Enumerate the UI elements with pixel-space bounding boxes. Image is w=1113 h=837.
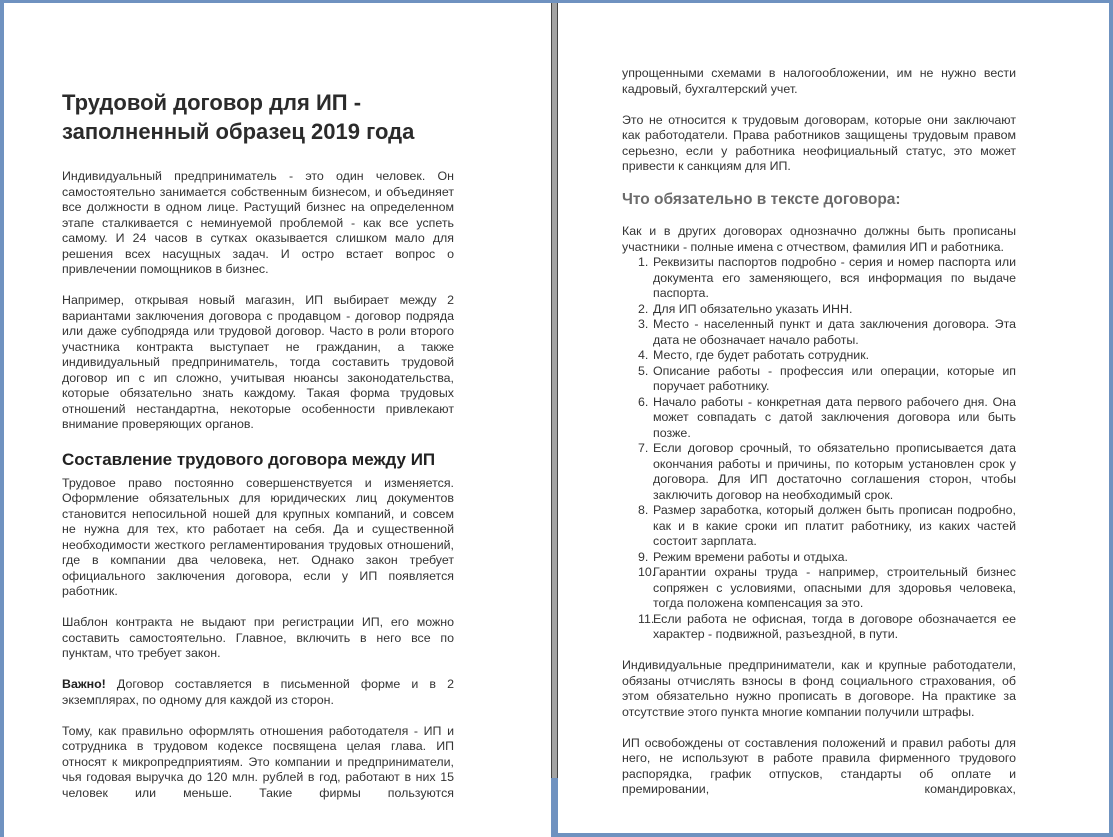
section-heading: Составление трудового договора между ИП: [62, 449, 436, 469]
page-separator: [551, 3, 558, 778]
list-item: [622, 255, 1016, 302]
list-item: [622, 565, 1016, 612]
list-item: [622, 317, 1016, 348]
document-title: Трудовой договор для ИП - заполненный образец 2019 года: [62, 90, 415, 144]
list-item: [622, 441, 1016, 503]
list-number: 3.: [638, 317, 649, 331]
list-text: Реквизиты паспортов подробно - серия и номер паспорта или документа его заменяющего, вся информация по выдаче паспорта.: [653, 255, 1016, 300]
important-label: Важно!: [62, 677, 106, 691]
paragraph: Трудовое право постоянно совершенствуется и изменяется. Оформление обязательных для юридических лиц документов становится непосильной ношей для крупных компаний, и совсем не нужна для тех, кто работает на себя. Да и существенной необходимости жесткого регламентирования трудовых отношений, где в компании два человека, нет. Однако закон требует официального заключения договора, если у ИП появляется работник.: [62, 475, 454, 598]
list-item: [622, 348, 1016, 364]
list-number: 4.: [638, 348, 649, 362]
paragraph: Шаблон контракта не выдают при регистрации ИП, его можно составить самостоятельно. Главное, включить в него все по пунктам, что требует закон.: [62, 615, 454, 660]
paragraph: Тому, как правильно оформлять отношения работодателя - ИП и сотрудника в трудовом кодексе посвящена целая глава. ИП относят к микропредприятиям. Это компании и предприниматели, чья годовая выручка до 120 млн. рублей в год, работают в них 15 человек или меньше. Такие фирмы пользуются: [62, 723, 454, 800]
list-item: [622, 364, 1016, 395]
paragraph: Как и в других договорах однозначно должны быть прописаны участники - полные имена с отчеством, фамилия ИП и работника.: [622, 224, 1016, 254]
list-text: Если договор срочный, то обязательно прописывается дата окончания работы и причины, по которым установлен срок у договора. Для ИП достаточно соглашения сторон, чтобы заключить договор на необходимый срок.: [653, 441, 1016, 502]
list-text: Место, где будет работать сотрудник.: [653, 348, 870, 362]
list-text: Гарантии охраны труда - например, строительный бизнес сопряжен с условиями, опасными для здоровья человека, тогда положена компенсация за это.: [653, 565, 1016, 610]
document-page-2: [558, 3, 1109, 833]
list-item: [622, 550, 1016, 566]
list-number: 6.: [638, 394, 649, 409]
list-text: Режим времени работы и отдыха.: [653, 549, 848, 564]
list-item: [622, 395, 1016, 442]
document-page-1: [4, 3, 551, 837]
list-number: 1.: [638, 255, 649, 269]
paragraph-important: [62, 677, 454, 708]
list-text: Если работа не офисная, тогда в договоре обозначается ее характер - подвижной, разъездной, в пути.: [653, 611, 1016, 641]
paragraph: Это не относится к трудовым договорам, которые они заключают как работодатели. Права работников защищены трудовым правом серьезно, если у работника неофициальный статус, это может привести к санкциям для ИП.: [622, 112, 1016, 173]
paragraph: ИП освобождены от составления положений и правил работы для него, не используют в работе правила фирменного трудового распорядка, график отпусков, стандарты об оплате и премировании, командировках,: [622, 735, 1016, 796]
list-number: 11.: [638, 611, 655, 626]
important-text: Договор составляется в письменной форме и в 2 экземплярах, по одному для каждой из сторон.: [62, 677, 454, 707]
list-number: 7.: [638, 441, 649, 455]
requirements-section: [622, 224, 1016, 643]
list-number: 8.: [638, 503, 649, 517]
paragraph: Индивидуальный предприниматель - это один человек. Он самостоятельно занимается собственным бизнесом, и объединяет все должности в одном лице. Растущий бизнес на определенном этапе сталкивается с неминуемой проблемой - как все успеть самому. И 24 часов в сутках оказывается слишком мало для решения всех насущных задач. И остро встает вопрос о привлечении помощников в бизнес.: [62, 169, 454, 276]
list-item: [622, 302, 1016, 318]
list-text: Начало работы - конкретная дата первого рабочего дня. Она может совпадать с датой заключения договора или быть позже.: [653, 394, 1016, 440]
list-text: Описание работы - профессия или операции, которые ип поручает работнику.: [653, 363, 1016, 393]
paragraph: Индивидуальные предприниматели, как и крупные работодатели, обязаны отчислять взносы в фонд социального страхования, об этом обязательно нужно прописать в договоре. На практике за отсутствие этого пункта многие компании получили штрафы.: [622, 658, 1016, 719]
list-number: 10.: [638, 565, 656, 579]
list-number: 5.: [638, 363, 649, 378]
requirements-list: [622, 255, 1016, 643]
paragraph: упрощенными схемами в налогообложении, им не нужно вести кадровый, бухгалтерский учет.: [622, 66, 1016, 96]
list-number: 9.: [638, 549, 649, 564]
list-text: Место - населенный пункт и дата заключения договора. Эта дата не обозначает начало работы.: [653, 317, 1016, 347]
section-heading: Что обязательно в тексте договора:: [622, 191, 901, 208]
list-item: [622, 503, 1016, 550]
list-item: [622, 612, 1016, 643]
list-text: Размер заработка, который должен быть прописан подробно, как и в какие сроки ип платит работнику, из каких частей состоит зарплата.: [653, 503, 1016, 548]
paragraph: Например, открывая новый магазин, ИП выбирает между 2 вариантами заключения договора с продавцом - договор подряда или даже субподряда или трудовой договор. Часто в роли второго участника контракта выступает не гражданин, а также индивидуальный предприниматель, тогда составить трудовой договор ип с ип сложно, учитывая нюансы законодательства, которые обязательно знать каждому. Такая форма трудовых отношений нестандартна, некоторые особенности привлекают внимание проверяющих органов.: [62, 293, 454, 431]
list-text: Для ИП обязательно указать ИНН.: [653, 301, 853, 316]
list-number: 2.: [638, 301, 649, 316]
